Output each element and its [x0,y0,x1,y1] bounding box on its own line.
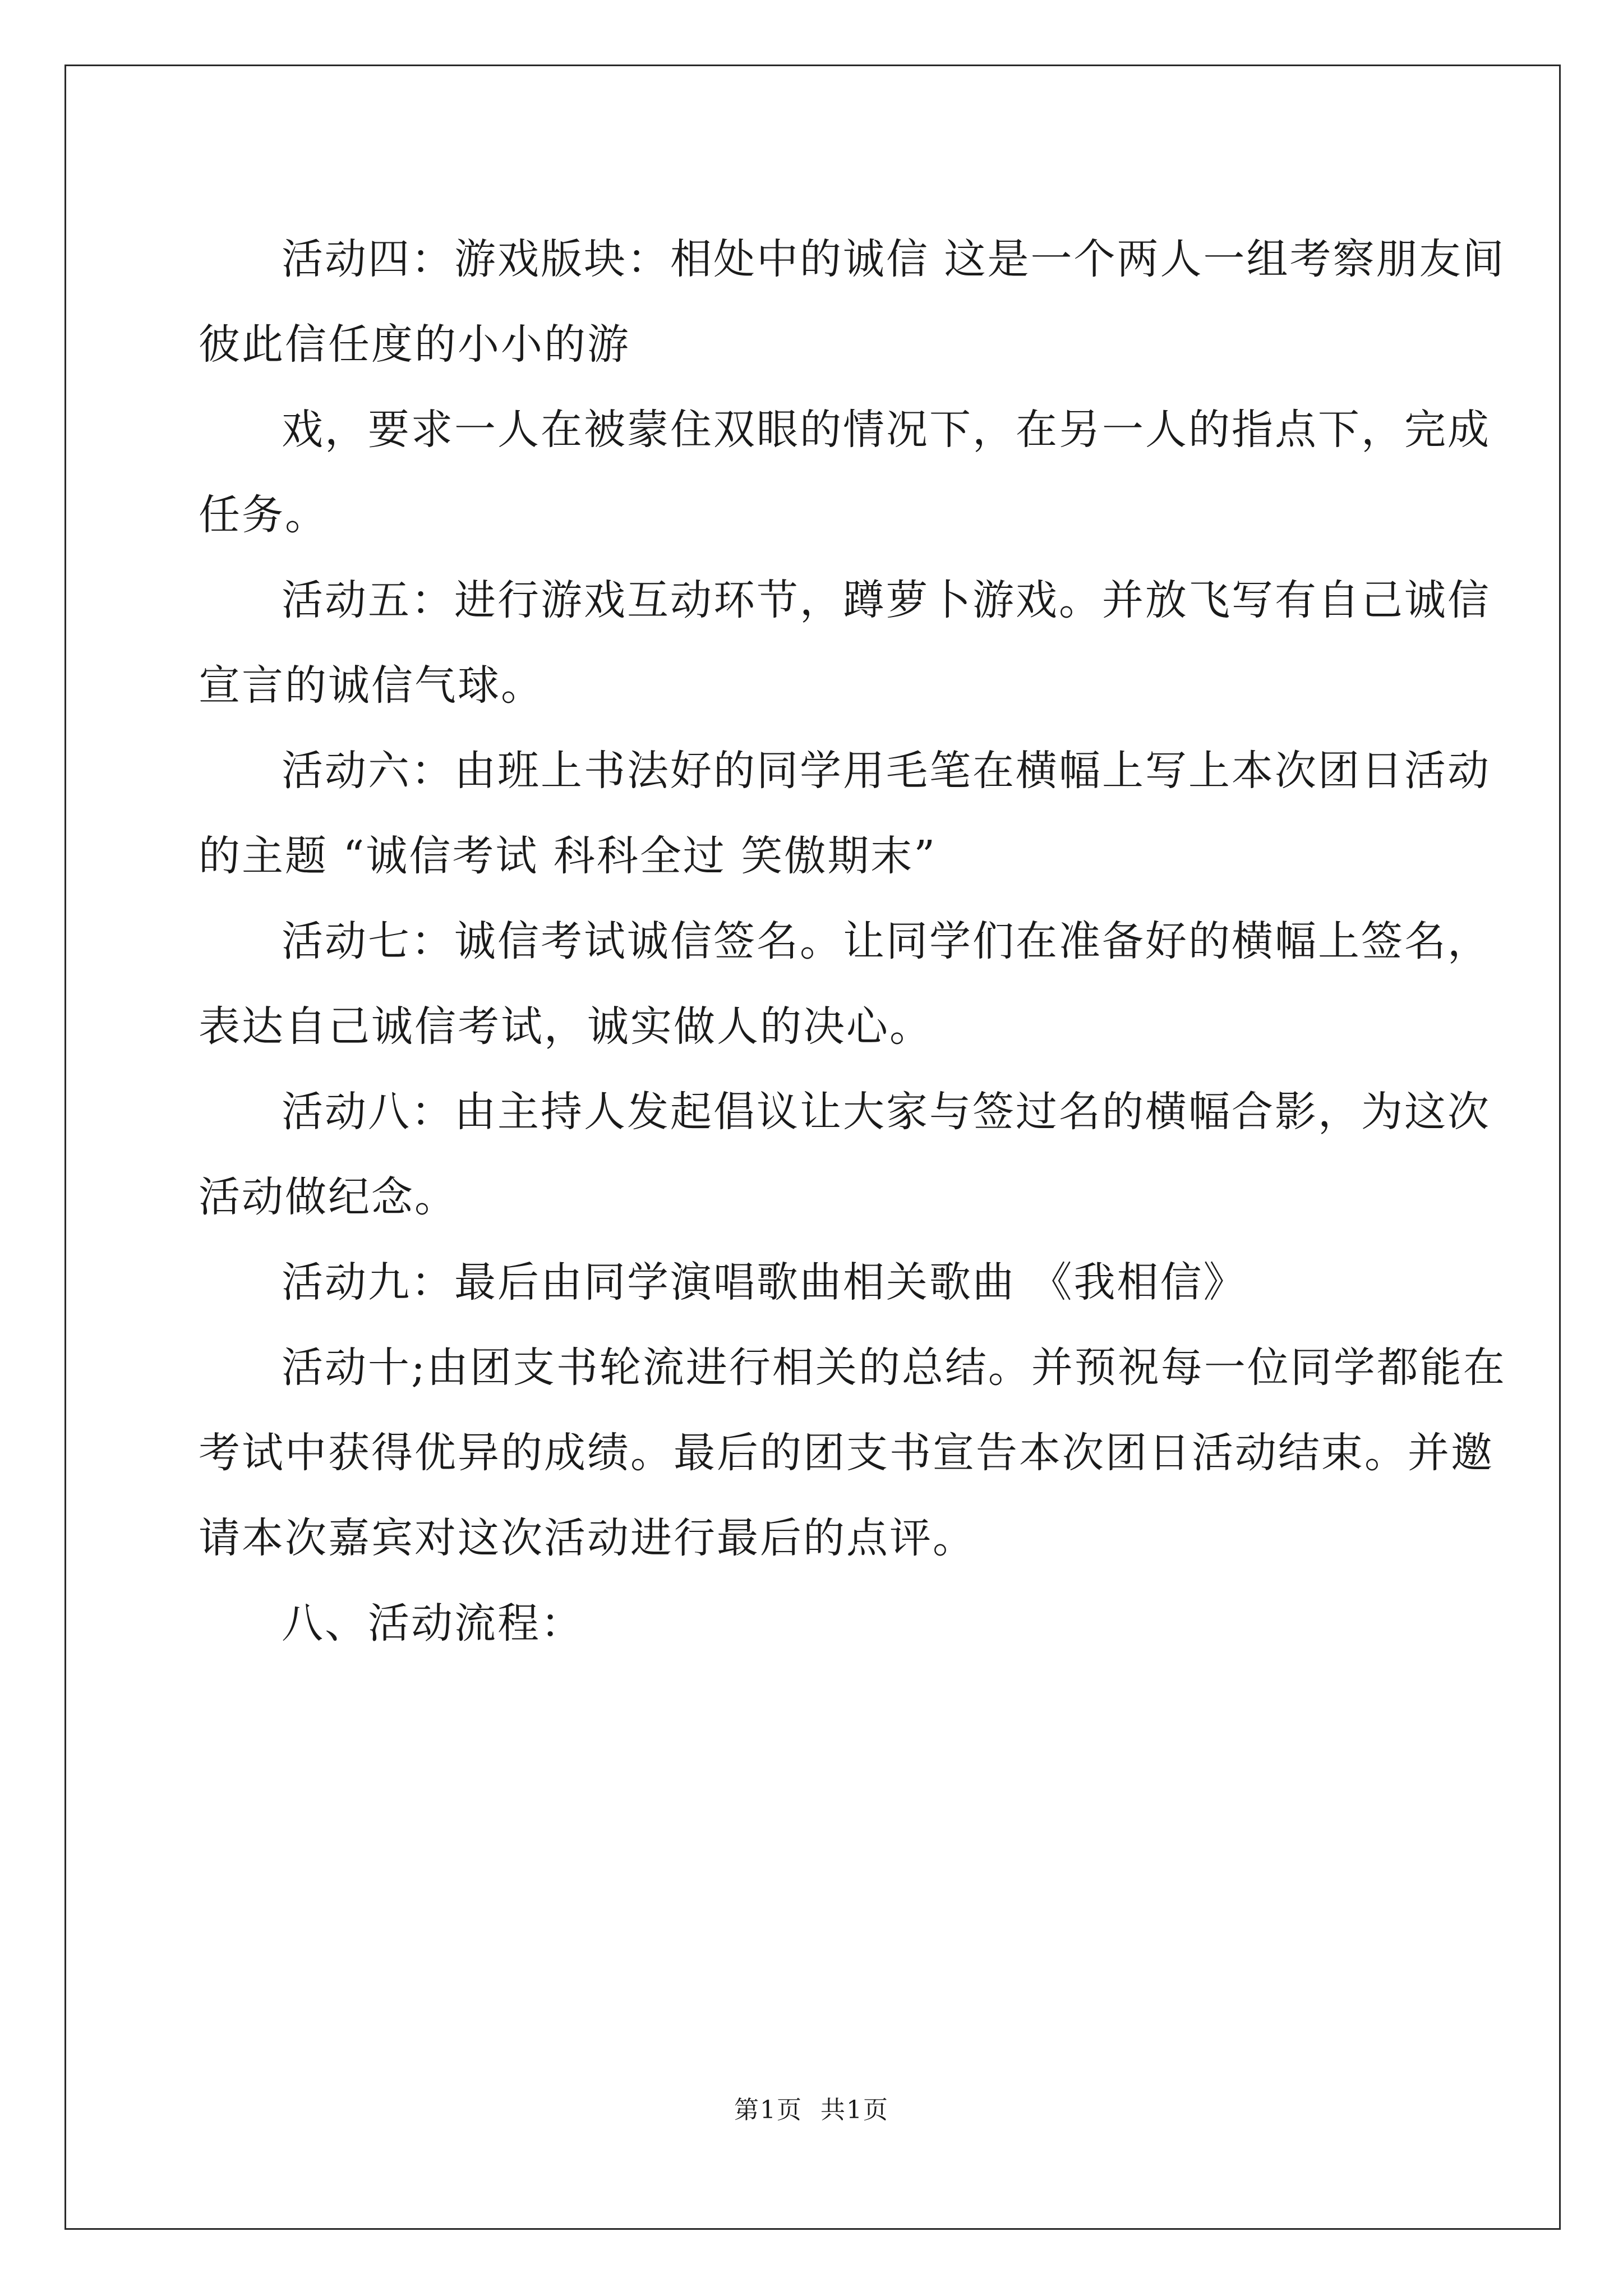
page-footer [0,2093,1623,2127]
text-line: 戏，要求一人在被蒙住双眼的情况下，在另一人的指点下，完成 [282,406,1491,454]
text-line: 的主题 “诚信考试 科科全过 笑傲期末” [199,832,937,880]
text-line: 请本次嘉宾对这次活动进行最后的点评。 [199,1514,976,1562]
text-line: 彼此信任度的小小的游 [199,320,630,369]
document-body [199,217,1506,1666]
section-heading: 八、活动流程： [282,1599,584,1648]
text-line: 活动四：游戏版块：相处中的诚信 这是一个两人一组考察朋友间 [282,235,1506,283]
text-line: 考试中获得优异的成绩。最后的团支书宣告本次团日活动结束。并邀 [199,1429,1494,1477]
text-line: 任务。 [199,491,328,539]
text-line: 宣言的诚信气球。 [199,661,544,710]
text-line: 表达自己诚信考试，诚实做人的决心。 [199,1002,933,1051]
text-line: 活动七：诚信考试诚信签名。让同学们在准备好的横幅上签名， [282,917,1491,965]
text-line: 活动八：由主持人发起倡议让大家与签过名的横幅合影，为这次 [282,1088,1491,1136]
text-line: 活动十;由团支书轮流进行相关的总结。并预祝每一位同学都能在 [282,1343,1506,1392]
page-number: 第1页 共1页 [734,2096,889,2124]
text-line: 活动做纪念。 [199,1173,458,1221]
text-line: 活动五：进行游戏互动环节，蹲萝卜游戏。并放飞写有自己诚信 [282,576,1491,624]
text-line: 活动六：由班上书法好的同学用毛笔在横幅上写上本次团日活动 [282,747,1491,795]
text-line: 活动九：最后由同学演唱歌曲相关歌曲 《我相信》 [282,1258,1247,1306]
